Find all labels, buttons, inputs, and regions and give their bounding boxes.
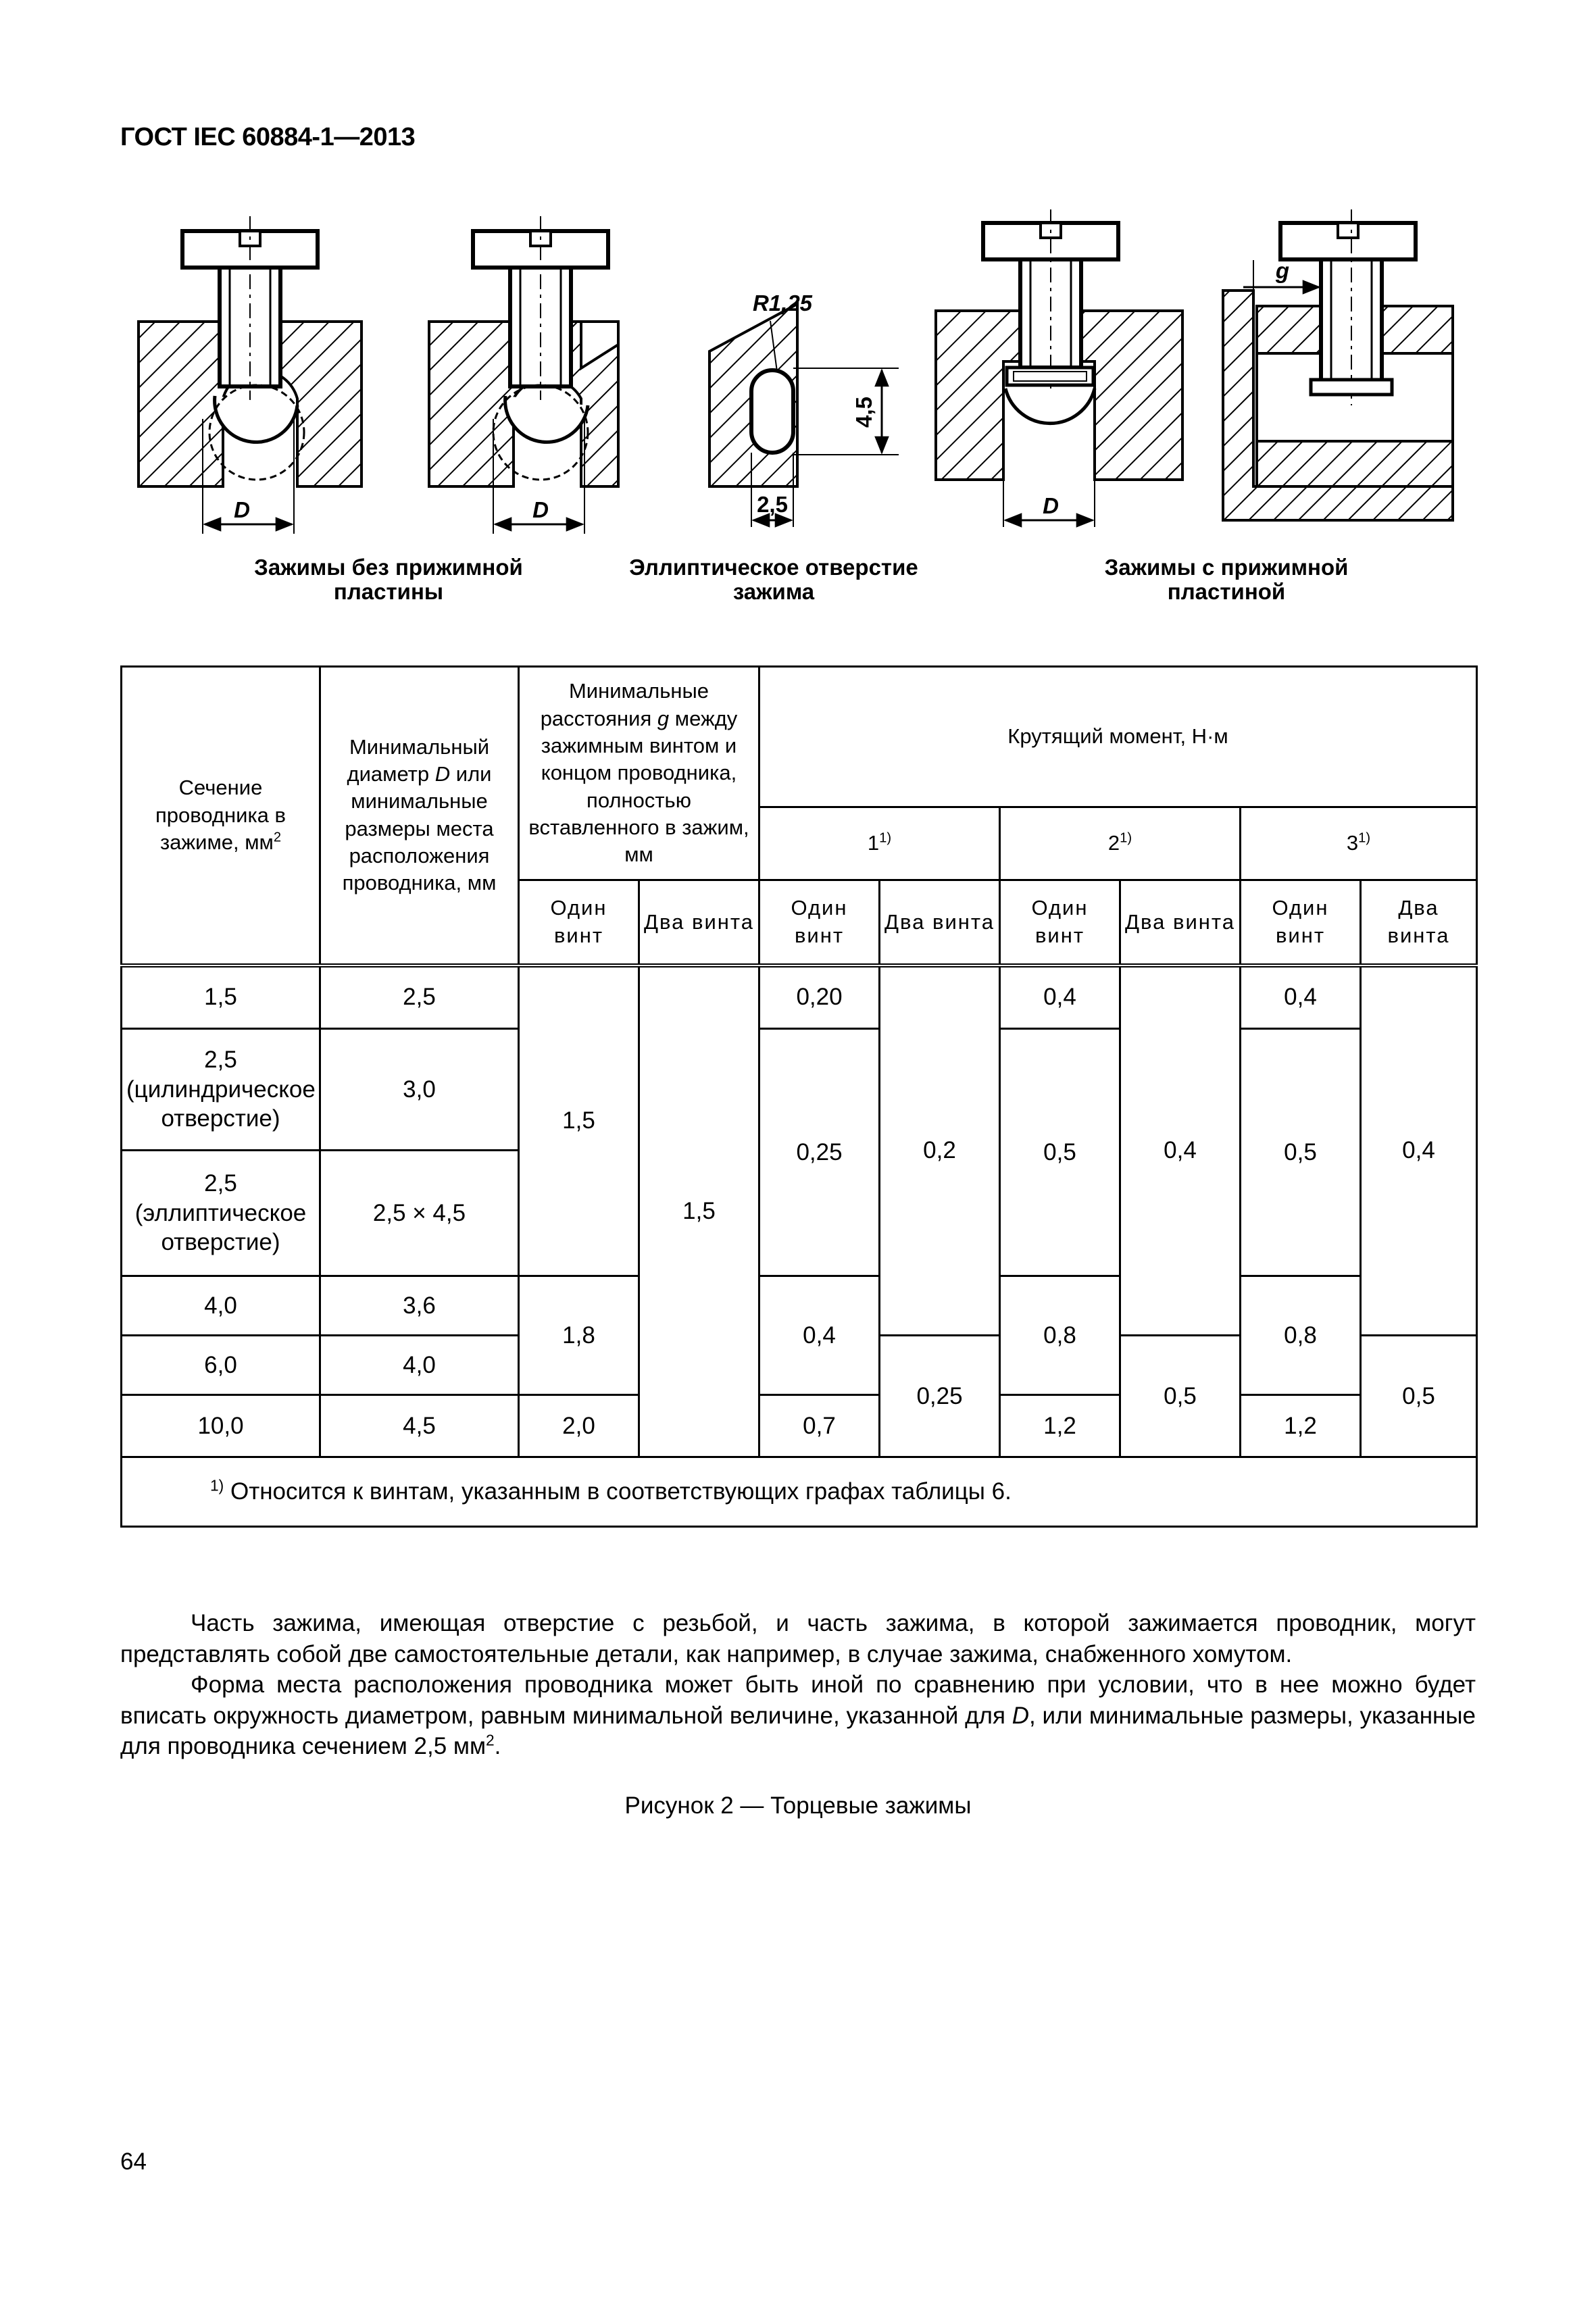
cell-t1-one: 0,20 [759, 965, 880, 1029]
cell-t3-one: 0,4 [1241, 965, 1361, 1029]
header-two-screws: Два винта [880, 880, 1000, 965]
cell-section: 2,5 (эллиптическое отверстие) [122, 1151, 320, 1276]
elliptical-hole-detail [709, 291, 899, 527]
cell-section: 4,0 [122, 1276, 320, 1336]
header-one-screw: Один винт [759, 880, 880, 965]
cell-section: 10,0 [122, 1395, 320, 1457]
header-torque-col-2: 2$^{1)}$ [1000, 807, 1241, 880]
cell-t2-one: 1,2 [1000, 1395, 1120, 1457]
paragraph-2: Форма места расположения проводника может быть иной по сравнению при условии, что в нее можно будет вписать окружность диаметром, равным минимальной величине, указанной для D, или минимальные размеры, указанные для проводника сечением 2,5 $мм^2$. [120, 1671, 1476, 1759]
cell-diameter: 2,5 × 4,5 [320, 1151, 519, 1276]
terminal-figures [0, 203, 1596, 628]
table-footnote: $^{1)}$ Относится к винтам, указанным в соответствующих графах таблицы 6. [122, 1457, 1477, 1527]
caption-without-plate: Зажимы без прижимной пластины [254, 555, 523, 605]
width-dimension-label: 2,5 [757, 492, 788, 517]
cell-section: 2,5 (цилиндрическое отверстие) [122, 1029, 320, 1151]
dimension-g-label: g [1275, 258, 1290, 283]
cell-diameter: 4,5 [320, 1395, 519, 1457]
document-header: ГОСТ IEC 60884-1—2013 [120, 123, 416, 151]
header-one-screw: Один винт [519, 880, 639, 965]
cell-t3-two: 0,4 [1361, 965, 1477, 1336]
cell-section: 1,5 [122, 965, 320, 1029]
dimension-d-label: D [1043, 493, 1059, 518]
cell-t1-two: 0,25 [880, 1336, 1000, 1457]
body-text [120, 1608, 1476, 1762]
header-section: Сечение проводника в зажиме, $мм^2$ [122, 667, 320, 965]
cell-t2-one: 0,5 [1000, 1029, 1120, 1276]
cell-t1-two: 0,2 [880, 965, 1000, 1336]
cell-t2-two: 0,4 [1120, 965, 1241, 1336]
cell-t2-one: 0,8 [1000, 1276, 1120, 1395]
cell-t3-one: 0,8 [1241, 1276, 1361, 1395]
cell-diameter: 2,5 [320, 965, 519, 1029]
cell-g-two: 1,5 [639, 965, 759, 1457]
paragraph-1: Часть зажима, имеющая отверстие с резьбой, и часть зажима, в которой зажимается проводник, могут представлять собой две самостоятельные детали, как например, в случае зажима, снабженного хомутом. [120, 1610, 1476, 1667]
cell-t1-one: 0,25 [759, 1029, 880, 1276]
header-two-screws: Два винта [639, 880, 759, 965]
header-diameter: Минимальный диаметр D или минимальные размеры места расположения проводника, мм [320, 667, 519, 965]
cell-t1-one: 0,4 [759, 1276, 880, 1395]
cell-diameter: 3,0 [320, 1029, 519, 1151]
terminal-without-plate-2 [429, 216, 618, 534]
cell-t2-two: 0,5 [1120, 1336, 1241, 1457]
figure-caption: Рисунок 2 — Торцевые зажимы [624, 1792, 972, 1819]
header-torque: Крутящий момент, Н·м [759, 667, 1477, 807]
cell-g-one: 1,8 [519, 1276, 639, 1395]
cell-g-one: 1,5 [519, 965, 639, 1276]
terminal-without-plate-1 [139, 216, 361, 534]
cell-diameter: 3,6 [320, 1276, 519, 1336]
header-torque-col-1: 1$^{1)}$ [759, 807, 1000, 880]
page-number: 64 [120, 2148, 147, 2175]
header-min-distance: Минимальные расстояния g между зажимным винтом и концом проводника, полностью вставленного в зажим, мм [519, 667, 759, 880]
height-dimension-label: 4,5 [851, 397, 876, 428]
header-two-screws: Два винта [1361, 880, 1477, 965]
terminal-with-plate-1 [936, 209, 1182, 527]
dimension-d-label: D [532, 497, 549, 522]
cell-t3-one: 1,2 [1241, 1395, 1361, 1457]
cell-t3-one: 0,5 [1241, 1029, 1361, 1276]
header-one-screw: Один винт [1000, 880, 1120, 965]
cell-diameter: 4,0 [320, 1336, 519, 1395]
dimension-d-label: D [234, 497, 250, 522]
cell-section: 6,0 [122, 1336, 320, 1395]
torque-table [120, 665, 1478, 1528]
cell-t1-one: 0,7 [759, 1395, 880, 1457]
cell-t2-one: 0,4 [1000, 965, 1120, 1029]
caption-with-plate: Зажимы с прижимной пластиной [1104, 555, 1349, 605]
cell-t3-two: 0,5 [1361, 1336, 1477, 1457]
header-two-screws: Два винта [1120, 880, 1241, 965]
terminal-with-plate-2 [1223, 209, 1453, 520]
cell-g-one: 2,0 [519, 1395, 639, 1457]
header-one-screw: Один винт [1241, 880, 1361, 965]
radius-label: R1,25 [752, 291, 813, 316]
caption-elliptical-hole: Эллиптическое отверстие зажима [629, 555, 918, 605]
header-torque-col-3: 3$^{1)}$ [1241, 807, 1477, 880]
